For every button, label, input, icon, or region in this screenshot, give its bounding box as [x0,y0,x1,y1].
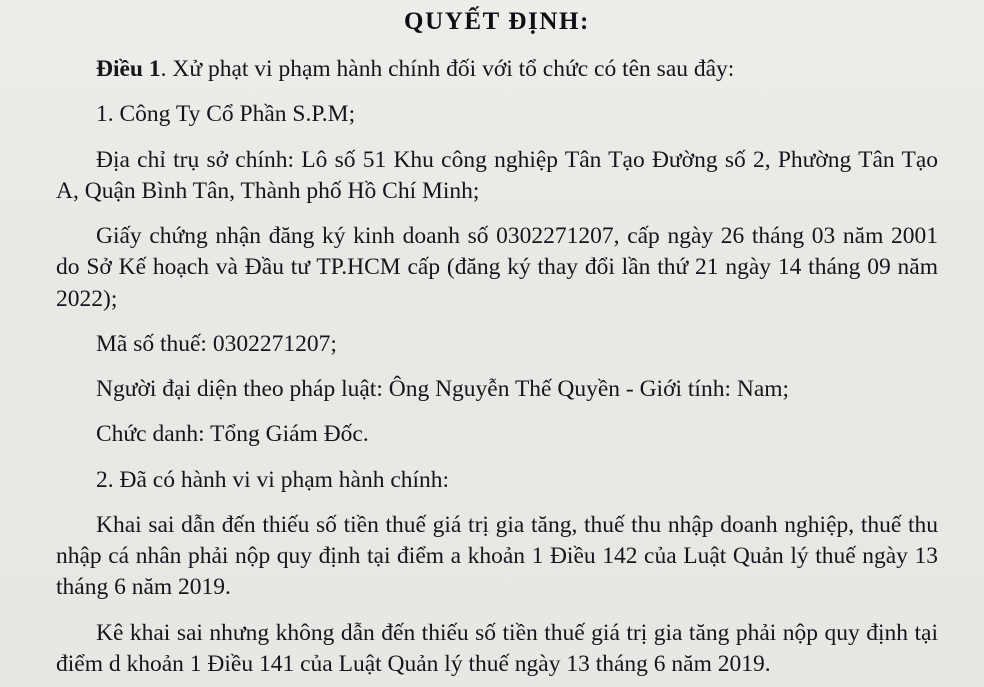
paragraph-business-license: Giấy chứng nhận đăng ký kinh doanh số 0302271207, cấp ngày 26 tháng 03 năm 2001 do Sở Kế hoạch và Đầu tư TP.HCM cấp (đăng ký thay đổi lần thứ 21 ngày 14 tháng 09 năm 2022); [56,223,938,312]
paragraph-violation-1: Khai sai dẫn đến thiếu số tiền thuế giá trị gia tăng, thuế thu nhập doanh nghiệp, thuế thu nhập cá nhân phải nộp quy định tại điểm a khoản 1 Điều 142 của Luật Quản lý thuế ngày 13 tháng 6 năm 2019. [56,511,938,601]
paragraph-company-name: 1. Công Ty Cổ Phần S.P.M; [96,101,356,128]
paragraph-violation-2: Kê khai sai nhưng không dẫn đến thiếu số tiền thuế giá trị gia tăng phải nộp quy định tại điểm d khoản 1 Điều 141 của Luật Quản lý thuế ngày 13 tháng 6 năm 2019. [56,619,938,677]
paragraph-position: Chức danh: Tổng Giám Đốc. [96,421,369,448]
paragraph-address: Địa chỉ trụ sở chính: Lô số 51 Khu công nghiệp Tân Tạo Đường số 2, Phường Tân Tạo A, Quận Bình Tân, Thành phố Hồ Chí Minh; [56,146,938,204]
dieu-1-text: . Xử phạt vi phạm hành chính đối với tổ chức có tên sau đây: [160,56,735,82]
page-title: QUYẾT ĐỊNH: [404,8,590,35]
paragraph-violation-heading: 2. Đã có hành vi vi phạm hành chính: [96,466,450,493]
paragraph-dieu-1 [56,54,938,85]
paragraph-tax-code: Mã số thuế: 0302271207; [96,330,337,357]
dieu-1-label: Điều 1 [96,56,161,82]
paragraph-legal-representative: Người đại diện theo pháp luật: Ông Nguyễn Thế Quyền - Giới tính: Nam; [96,376,790,402]
